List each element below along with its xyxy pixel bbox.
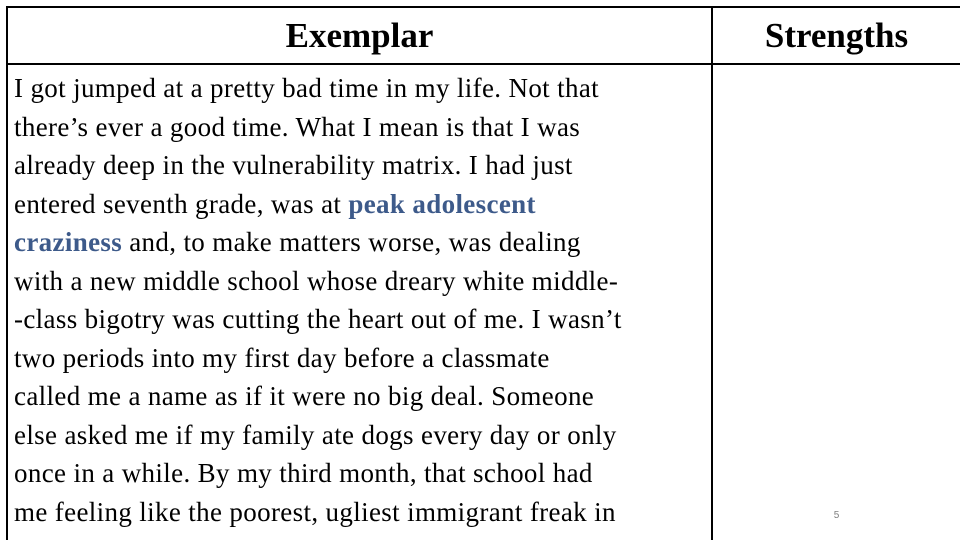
passage-line [14, 454, 709, 493]
passage-line [14, 108, 709, 147]
highlighted-phrase: craziness [14, 227, 123, 257]
highlighted-phrase: peak adolescent [348, 188, 536, 219]
passage-line [14, 146, 709, 185]
table-header-row [7, 7, 960, 64]
page-number: 5 [833, 510, 840, 521]
exemplar-header-label: Exemplar [285, 16, 434, 55]
passage-text: with a new middle school whose dreary white middle- [14, 265, 619, 296]
passage-text: already deep in the vulnerability matrix. I had just [14, 150, 573, 180]
passage-text: two periods into my first day before a classmate [14, 342, 550, 373]
passage-line [14, 300, 709, 339]
passage-text: me feeling like the poorest, ugliest immigrant freak in [14, 496, 616, 527]
passage-text: and, to make matters worse, was dealing [122, 227, 581, 257]
passage-text: there’s ever a good time. What I mean is that I was [14, 111, 581, 142]
strengths-cell [712, 64, 960, 540]
exemplar-cell [7, 64, 712, 540]
passage-line [14, 377, 709, 416]
passage-line [14, 69, 709, 108]
passage-line [14, 339, 709, 378]
strengths-header [712, 7, 960, 64]
passage-line [14, 185, 709, 224]
strengths-header-label: Strengths [764, 16, 909, 55]
exemplar-header [7, 7, 712, 64]
passage-text: I got jumped at a pretty bad time in my life. Not that [14, 73, 600, 103]
passage-text: -class bigotry was cutting the heart out of me. I wasn’t [14, 304, 622, 334]
passage-line [14, 493, 709, 532]
passage-text: entered seventh grade, was at [14, 188, 349, 219]
passage-line [14, 416, 709, 455]
passage-text: called me a name as if it were no big deal. Someone [14, 381, 595, 411]
passage-text: once in a while. By my third month, that school had [14, 458, 593, 488]
exemplar-passage [8, 65, 711, 531]
passage-line [14, 262, 709, 301]
passage-text: else asked me if my family ate dogs every day or only [14, 419, 617, 450]
table-body-row [7, 64, 960, 540]
exemplar-table [6, 6, 960, 540]
passage-line [14, 223, 709, 262]
